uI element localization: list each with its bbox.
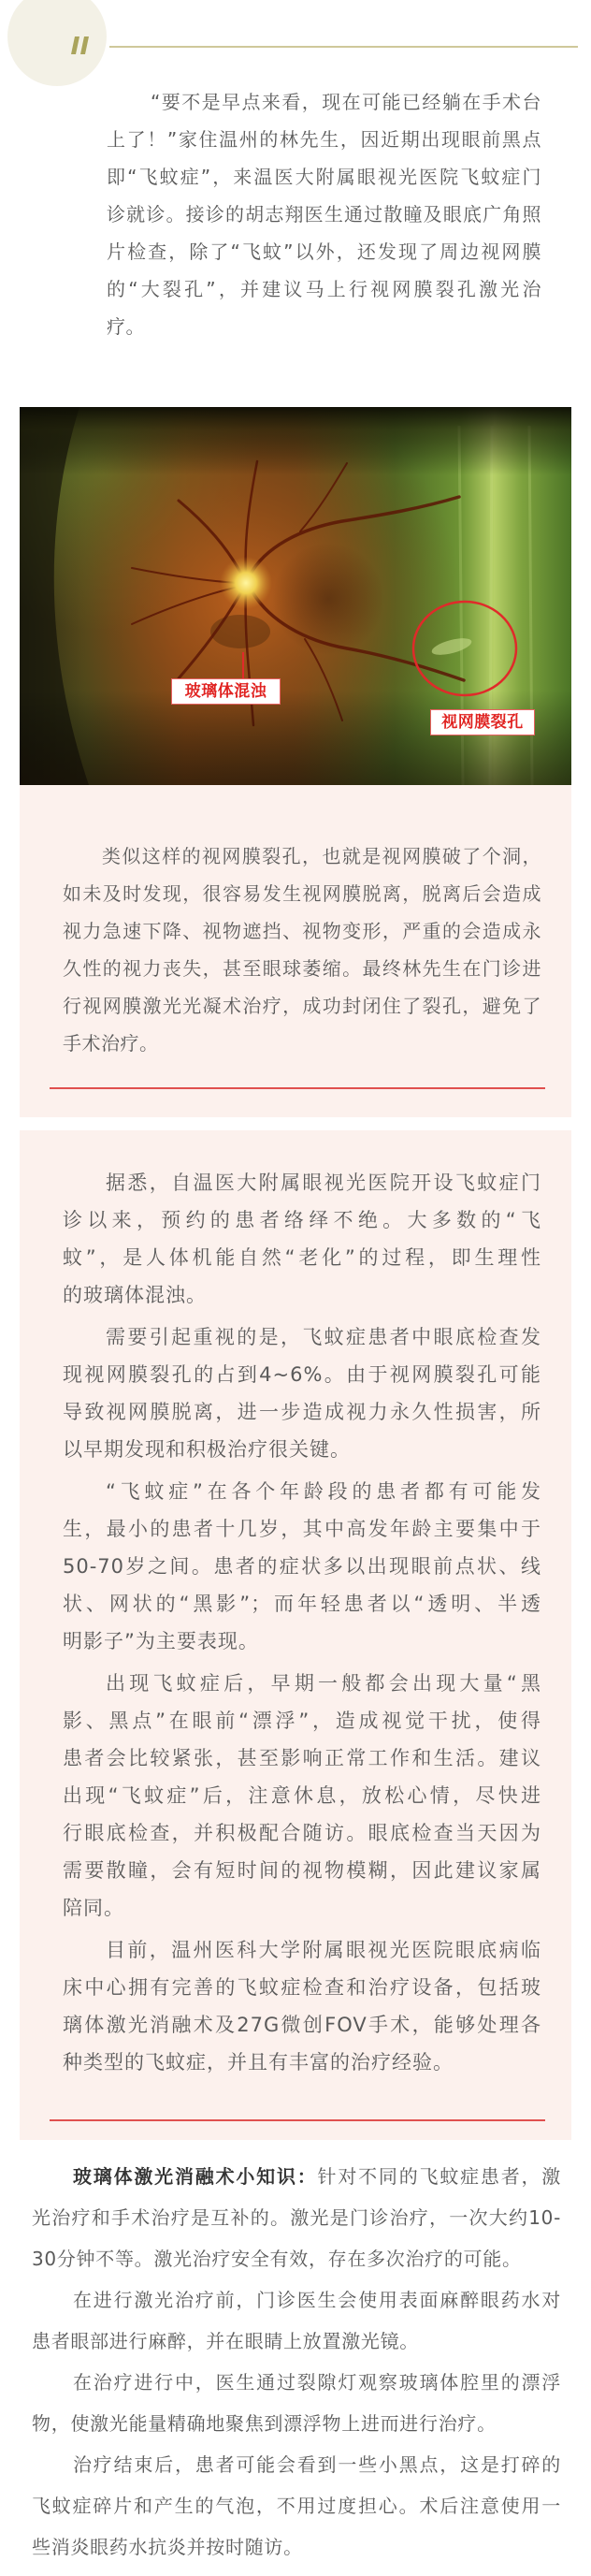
notes-title: 玻璃体激光消融术小知识： [73, 2165, 318, 2188]
retina-photo [20, 407, 571, 785]
text-line: 的玻璃体混浊。 [63, 1284, 207, 1306]
text-line: 上了！”家住温州的林先生，因近期出现眼前黑点 [107, 128, 541, 151]
text-line: 疗。 [107, 315, 145, 338]
paragraph [63, 1931, 541, 2081]
text-line: 现视网膜裂孔的占到4~6%。由于视网膜裂孔可能 [63, 1363, 541, 1386]
floaters-info-box [20, 1130, 571, 2140]
text-line: 光治疗和手术治疗是互补的。激光是门诊治疗，一次大约10- [32, 2206, 561, 2229]
text-line: 的“大裂孔”，并建议马上行视网膜裂孔激光治 [107, 278, 541, 300]
text-line: 出现飞蚊症后，早期一般都会出现大量“黑 [106, 1672, 541, 1695]
text-line: 状、网状的“黑影”；而年轻患者以“透明、半透 [63, 1593, 541, 1615]
paragraph [32, 2279, 561, 2362]
paragraph [63, 1473, 541, 1660]
laser-vitreolysis-notes [32, 2156, 561, 2568]
label-retinal-tear: 视网膜裂孔 [430, 709, 535, 735]
text-line: 需要散瞳，会有短时间的视物模糊，因此建议家属 [63, 1859, 541, 1882]
decorative-circle [7, 0, 107, 86]
text-line: 行视网膜激光光凝术治疗，成功封闭住了裂孔，避免了 [63, 995, 541, 1017]
text-line: 手术治疗。 [63, 1032, 159, 1055]
text-line [32, 2156, 561, 2197]
text-line: 些消炎眼药水抗炎并按时随访。 [32, 2536, 303, 2558]
text-line: 床中心拥有完善的飞蚊症检查和治疗设备，包括玻 [63, 1976, 541, 1999]
paragraph [63, 1318, 541, 1468]
red-divider [50, 1087, 545, 1089]
text-line: 诊以来，预约的患者络绎不绝。大多数的“飞 [63, 1209, 541, 1231]
text-line: 类似这样的视网膜裂孔，也就是视网膜破了个洞， [102, 845, 541, 867]
text-line: 种类型的飞蚊症，并且有丰富的治疗经验。 [63, 2051, 454, 2074]
text-line: 视力急速下降、视物遮挡、视物变形，严重的会造成永 [63, 920, 541, 942]
text-line: 陪同。 [63, 1897, 124, 1919]
text-segment: 针对不同的飞蚊症患者，激 [317, 2165, 561, 2188]
text-line: 片检查，除了“飞蚊”以外，还发现了周边视网膜 [107, 240, 541, 263]
text-line: 即“飞蚊症”，来温医大附属眼视光医院飞蚊症门 [107, 166, 541, 188]
box-text [63, 1164, 541, 2086]
text-line: 明影子”为主要表现。 [63, 1630, 259, 1652]
text-line: 如未及时发现，很容易发生视网膜脱离，脱离后会造成 [63, 882, 541, 905]
text-line: 在治疗进行中，医生通过裂隙灯观察玻璃体腔里的漂浮 [73, 2371, 561, 2394]
text-line: 患者眼部进行麻醉，并在眼睛上放置激光镜。 [32, 2330, 419, 2352]
text-line: 目前，温州医科大学附属眼视光医院眼底病临 [106, 1939, 541, 1961]
text-line: 在进行激光治疗前，门诊医生会使用表面麻醉眼药水对 [73, 2289, 561, 2311]
text-line: 30分钟不等。激光治疗安全有效，存在多次治疗的可能。 [32, 2248, 522, 2270]
text-line: 影、黑点”在眼前“漂浮”，造成视觉干扰，使得 [63, 1710, 541, 1732]
quote-icon [67, 34, 92, 58]
text-line: “飞蚊症”在各个年龄段的患者都有可能发 [106, 1480, 541, 1503]
text-line: 诊就诊。接诊的胡志翔医生通过散瞳及眼底广角照 [107, 203, 541, 226]
text-line: 久性的视力丧失，甚至眼球萎缩。最终林先生在门诊进 [63, 957, 541, 980]
text-line: 需要引起重视的是，飞蚊症患者中眼底检查发 [106, 1326, 541, 1348]
text-line: 物，使激光能量精确地聚焦到漂浮物上进而进行治疗。 [32, 2412, 497, 2435]
text-line: 以早期发现和积极治疗很关键。 [63, 1438, 351, 1461]
paragraph [32, 2362, 561, 2444]
text-line: 患者会比较紧张，甚至影响正常工作和生活。建议 [63, 1747, 541, 1769]
red-divider [50, 2119, 545, 2121]
text-line: 据悉，自温医大附属眼视光医院开设飞蚊症门 [106, 1172, 541, 1194]
paragraph [32, 2444, 561, 2568]
box-paragraph [63, 837, 541, 1062]
decorative-divider [109, 46, 578, 48]
text-line: 治疗结束后，患者可能会看到一些小黑点，这是打碎的 [73, 2453, 561, 2476]
text-line: 行眼底检查，并积极配合随访。眼底检查当天因为 [63, 1822, 541, 1844]
paragraph [32, 2156, 561, 2279]
paragraph [63, 1665, 541, 1927]
text-line: 璃体激光消融术及27G微创FOV手术，能够处理各 [63, 2014, 541, 2036]
text-line: 导致视网膜脱离，进一步造成视力永久性损害，所 [63, 1401, 541, 1423]
text-line: 飞蚊症碎片和产生的气泡，不用过度担心。术后注意使用一 [32, 2495, 561, 2517]
text-line: 50-70岁之间。患者的症状多以出现眼前点状、线 [63, 1555, 541, 1578]
paragraph [63, 1164, 541, 1314]
text-line: 生，最小的患者十几岁，其中高发年龄主要集中于 [63, 1518, 541, 1540]
text-line: 出现“飞蚊症”后，注意休息，放松心情，尽快进 [63, 1784, 541, 1807]
text-line: “要不是早点来看，现在可能已经躺在手术台 [151, 91, 541, 113]
retinal-tear-explanation-box [20, 785, 571, 1117]
intro-paragraph [107, 83, 541, 345]
text-line: 蚊”，是人体机能自然“老化”的过程，即生理性 [63, 1246, 541, 1269]
label-vitreous-opacity: 玻璃体混浊 [171, 678, 281, 705]
